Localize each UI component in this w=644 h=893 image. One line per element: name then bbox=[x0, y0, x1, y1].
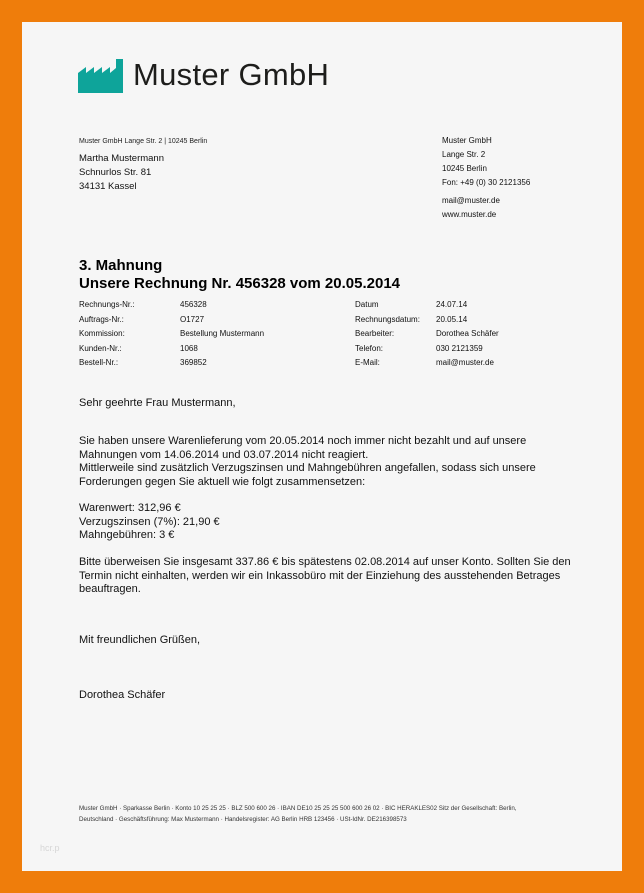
text-line: Forderungen gegen Sie aktuell wie folgt zusammensetzen: bbox=[79, 475, 366, 488]
closing: Mit freundlichen Grüßen, bbox=[79, 634, 201, 646]
sender-email: mail@muster.de bbox=[442, 196, 500, 205]
meta-label: Kunden-Nr.: bbox=[79, 343, 122, 353]
text-line: Sie haben unsere Warenlieferung vom 20.05.2014 noch immer nicht bezahlt und auf unsere bbox=[79, 435, 527, 447]
sender-city: 10245 Berlin bbox=[442, 164, 487, 173]
meta-label: Auftrags-Nr.: bbox=[79, 314, 124, 324]
meta-label: Bearbeiter: bbox=[355, 329, 395, 338]
meta-row bbox=[79, 329, 599, 341]
meta-label: Rechnungsdatum: bbox=[355, 314, 420, 324]
meta-label: E-Mail: bbox=[355, 358, 380, 367]
meta-value: Dorothea Schäfer bbox=[436, 329, 499, 338]
meta-value: 1068 bbox=[180, 343, 198, 353]
amount-fees: Mahngebühren: 3 € bbox=[79, 529, 175, 541]
letter-page bbox=[22, 22, 622, 871]
meta-value: Bestellung Mustermann bbox=[180, 329, 265, 338]
meta-value: 369852 bbox=[180, 358, 207, 367]
meta-value: mail@muster.de bbox=[436, 358, 494, 367]
sender-website: www.muster.de bbox=[442, 210, 497, 219]
meta-label: Rechnungs-Nr.: bbox=[79, 300, 135, 309]
footer bbox=[79, 803, 559, 825]
company-name: Muster GmbH bbox=[133, 57, 330, 92]
paragraph-2 bbox=[79, 556, 589, 597]
sender-company: Muster GmbH bbox=[442, 136, 492, 145]
meta-label: Datum bbox=[355, 300, 379, 309]
meta-label: Bestell-Nr.: bbox=[79, 358, 119, 367]
sender-phone: Fon: +49 (0) 30 2121356 bbox=[442, 178, 531, 187]
text-line: beauftragen. bbox=[79, 583, 141, 595]
meta-value: 456328 bbox=[180, 300, 207, 309]
text-line: Mittlerweile sind zusätzlich Verzugszinsen und Mahngebühren angefallen, sodass sich unsere bbox=[79, 462, 536, 474]
meta-row bbox=[79, 344, 599, 356]
meta-value: 24.07.14 bbox=[436, 300, 468, 309]
meta-row bbox=[79, 358, 599, 370]
meta-value: O1727 bbox=[180, 314, 205, 324]
recipient-name: Martha Mustermann bbox=[79, 153, 165, 164]
watermark: hcr.p bbox=[40, 843, 60, 853]
paragraph-1 bbox=[79, 435, 589, 489]
meta-value: 030 2121359 bbox=[436, 343, 483, 353]
meta-label: Telefon: bbox=[355, 343, 384, 353]
meta-label: Kommission: bbox=[79, 329, 125, 338]
recipient-address bbox=[79, 152, 164, 194]
company-logo bbox=[78, 59, 329, 93]
footer-line: Deutschland · Geschäftsführung: Max Mustermann · Handelsregister: AG Berlin HRB 123456 · USt-IdNr. DE216398573 bbox=[79, 816, 407, 823]
text-line: Termin nicht einhalten, werden wir ein Inkassobüro mit der Einziehung des ausstehenden Betrages bbox=[79, 569, 561, 582]
meta-row bbox=[79, 315, 599, 327]
footer-line: Muster GmbH · Sparkasse Berlin · Konto 10 25 25 25 · BLZ 500 600 26 · IBAN DE10 25 25 25 500 600 26 02 · BIC HERAKLES02 Sitz der Gesellschaft: Berlin, bbox=[79, 805, 517, 812]
meta-value: 20.05.14 bbox=[436, 314, 468, 324]
title-invoice: Unsere Rechnung Nr. 456328 vom 20.05.2014 bbox=[79, 275, 401, 292]
recipient-city: 34131 Kassel bbox=[79, 181, 137, 192]
letter-title bbox=[79, 257, 400, 293]
sender-street: Lange Str. 2 bbox=[442, 150, 486, 159]
meta-row bbox=[79, 300, 599, 312]
recipient-street: Schnurlos Str. 81 bbox=[79, 167, 152, 178]
sender-return-line: Muster GmbH Lange Str. 2 | 10245 Berlin bbox=[79, 138, 208, 145]
amount-goods: Warenwert: 312,96 € bbox=[79, 502, 181, 514]
title-reminder: 3. Mahnung bbox=[79, 257, 163, 274]
amount-list bbox=[79, 502, 589, 543]
text-line: Bitte überweisen Sie insgesamt 337.86 € bis spätestens 02.08.2014 auf unser Konto. Sollten Sie den bbox=[79, 556, 571, 568]
amount-interest: Verzugszinsen (7%): 21,90 € bbox=[79, 515, 220, 528]
text-line: Mahnungen vom 14.06.2014 und 03.07.2014 nicht reagiert. bbox=[79, 448, 369, 461]
sender-block bbox=[442, 134, 530, 222]
signature: Dorothea Schäfer bbox=[79, 689, 166, 701]
factory-icon bbox=[78, 59, 124, 93]
greeting: Sehr geehrte Frau Mustermann, bbox=[79, 397, 236, 409]
